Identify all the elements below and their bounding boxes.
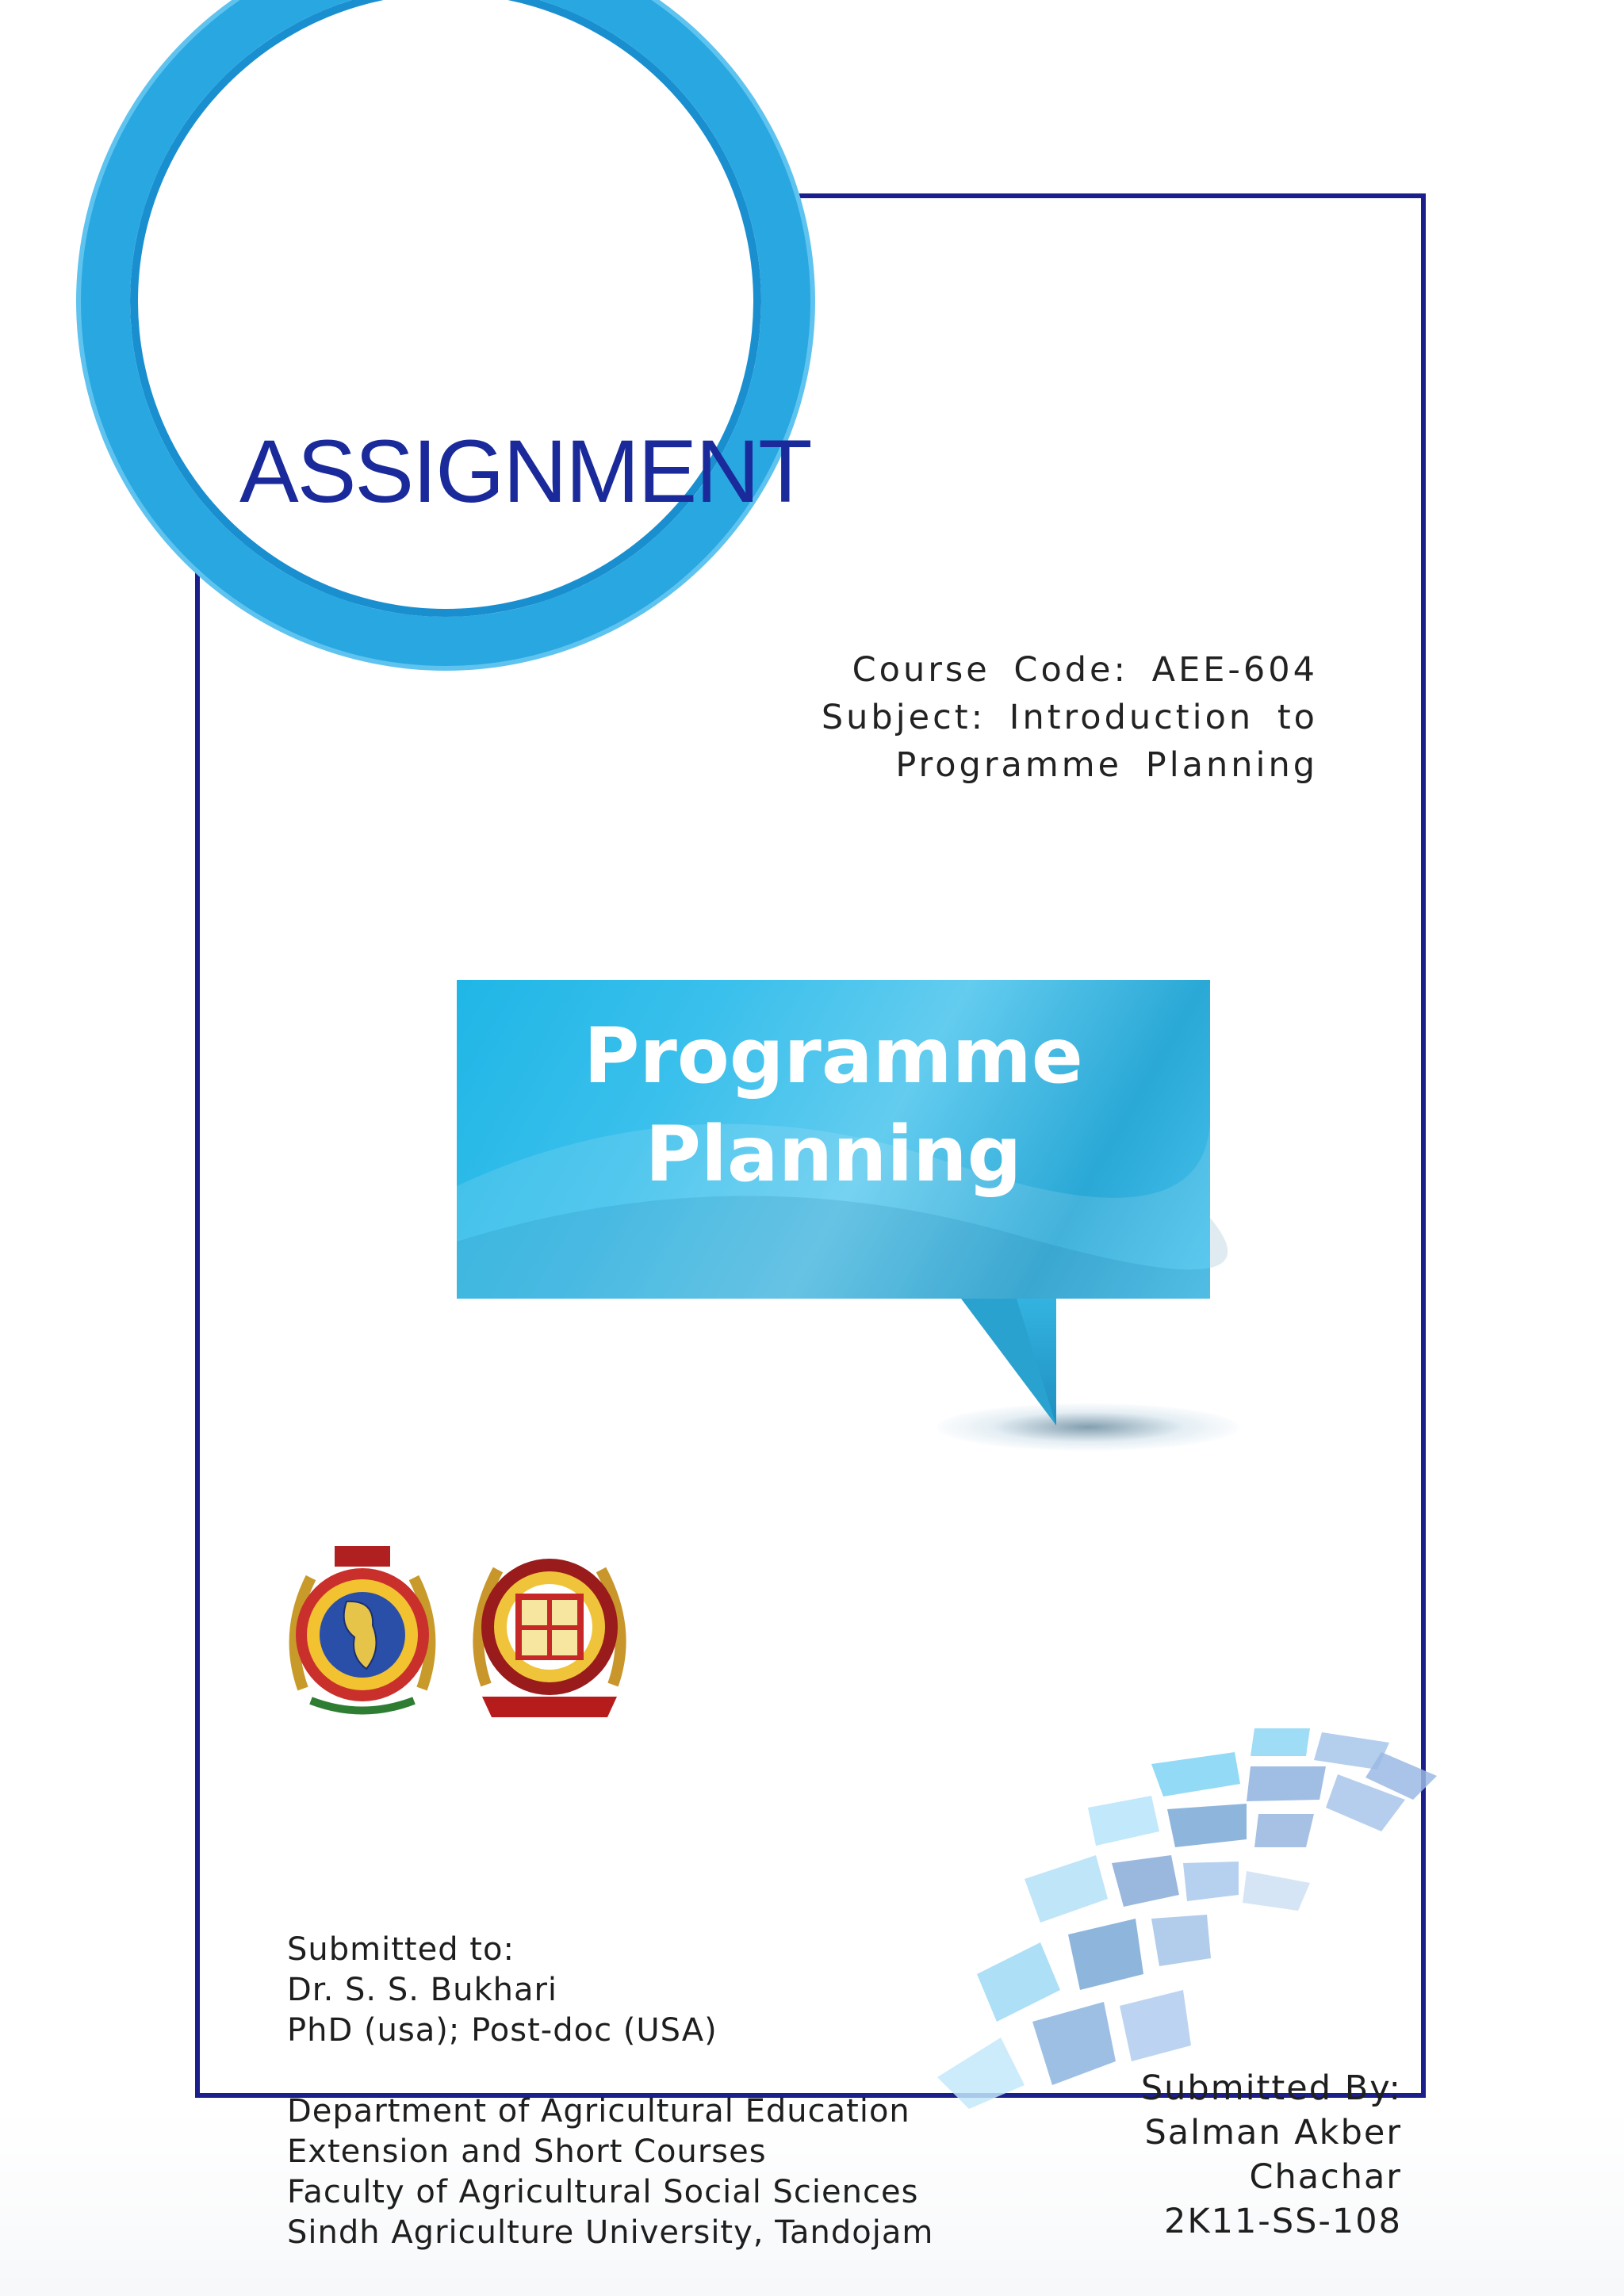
course-info — [822, 646, 1318, 789]
faculty-seal-logo — [466, 1538, 633, 1722]
topic-line-1: Programme — [584, 1012, 1083, 1100]
department-line-1: Department of Agricultural Education — [287, 2093, 910, 2130]
department-line-2: Extension and Short Courses — [287, 2133, 767, 2170]
student-name-line-1: Salman Akber — [1144, 2113, 1402, 2152]
submitted-to-heading: Submitted to: — [287, 1931, 515, 1968]
topic-line-2: Planning — [645, 1110, 1022, 1199]
department-block — [287, 2091, 933, 2253]
decorative-ring — [81, 0, 810, 666]
subject-line-1: Subject: Introduction to — [821, 698, 1318, 737]
department-line-3: Faculty of Agricultural Social Sciences — [287, 2174, 919, 2210]
department-line-4: Sindh Agriculture University, Tandojam — [287, 2214, 934, 2251]
assignment-title: ASSIGNMENT — [239, 422, 811, 521]
decorative-tile-swirl — [898, 1720, 1437, 2109]
submitted-by-block — [1141, 2066, 1402, 2244]
submitted-to-block — [287, 1930, 718, 2051]
topic-title — [457, 1007, 1210, 1203]
submitted-by-heading: Submitted By: — [1140, 2068, 1402, 2108]
student-roll-number: 2K11-SS-108 — [1164, 2202, 1402, 2241]
university-seal-logo — [279, 1538, 446, 1722]
subject-line-2: Programme Planning — [895, 745, 1318, 785]
course-code: Course Code: AEE-604 — [852, 650, 1318, 690]
cover-frame — [195, 193, 1426, 2251]
supervisor-name: Dr. S. S. Bukhari — [287, 1972, 558, 2008]
supervisor-qualification: PhD (usa); Post-doc (USA) — [287, 2012, 718, 2049]
student-name-line-2: Chachar — [1249, 2157, 1402, 2197]
